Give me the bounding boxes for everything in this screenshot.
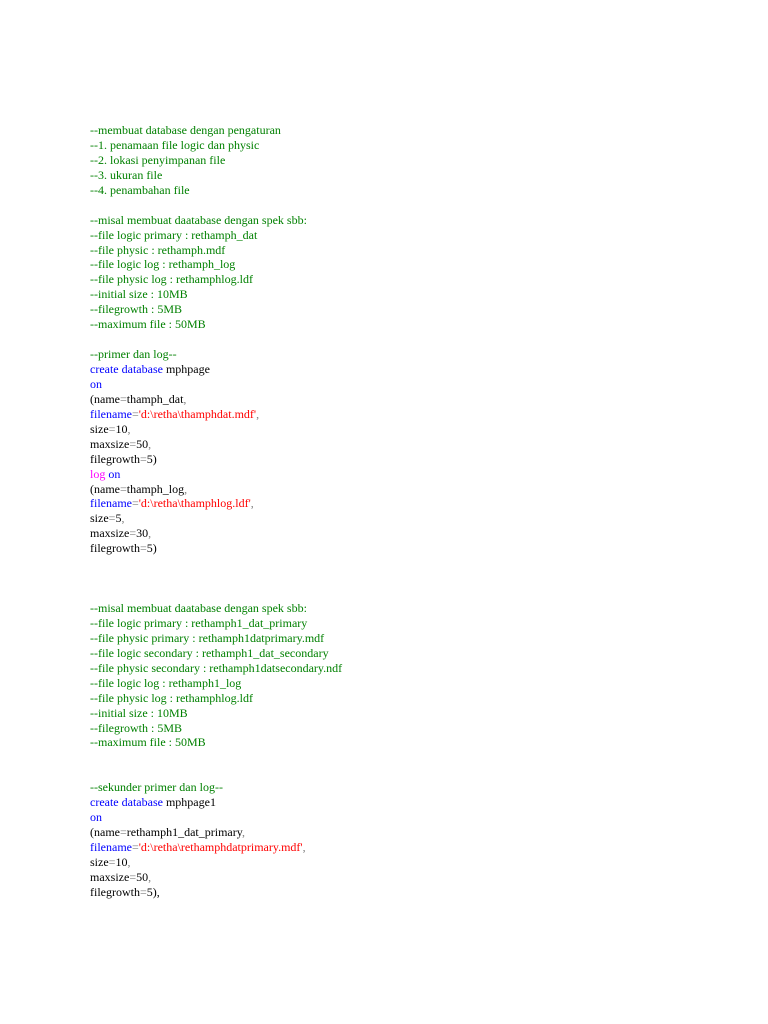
code-token-text: filegrowth bbox=[90, 451, 140, 466]
code-line bbox=[90, 243, 750, 258]
code-token-op: = bbox=[131, 406, 139, 421]
code-token-text: 10 bbox=[115, 421, 128, 436]
code-line bbox=[90, 287, 750, 302]
code-line bbox=[90, 422, 750, 437]
code-token-comment: --initial size : 10MB bbox=[90, 705, 188, 720]
code-token-op: = bbox=[108, 511, 116, 526]
code-token-op: = bbox=[129, 526, 137, 541]
code-line bbox=[90, 601, 750, 616]
blank-line bbox=[90, 765, 750, 780]
code-token-keyword: create database bbox=[90, 795, 163, 810]
code-token-text: maxsize bbox=[90, 526, 130, 541]
code-line bbox=[90, 631, 750, 646]
code-line bbox=[90, 123, 750, 138]
code-line bbox=[90, 706, 750, 721]
code-token-comment: --2. lokasi penyimpanan file bbox=[90, 152, 226, 167]
code-line bbox=[90, 302, 750, 317]
code-line bbox=[90, 496, 750, 511]
code-line bbox=[90, 616, 750, 631]
blank-line bbox=[90, 198, 750, 213]
code-line bbox=[90, 437, 750, 452]
code-token-text: maxsize bbox=[90, 436, 130, 451]
code-token-text: mphpage bbox=[162, 362, 210, 376]
code-token-comment: --maximum file : 50MB bbox=[90, 735, 206, 750]
code-token-comment: --misal membuat daatabase dengan spek sbb: bbox=[90, 601, 307, 615]
code-token-op: , bbox=[302, 840, 306, 854]
code-token-op: = bbox=[119, 481, 127, 496]
code-token-text: size bbox=[90, 511, 109, 526]
code-line bbox=[90, 377, 750, 392]
code-token-comment: --3. ukuran file bbox=[90, 167, 163, 182]
code-line bbox=[90, 780, 750, 795]
code-line bbox=[90, 676, 750, 691]
code-token-comment: --maximum file : 50MB bbox=[90, 317, 206, 332]
code-token-comment: --file physic : rethamph.mdf bbox=[90, 242, 226, 257]
code-line bbox=[90, 870, 750, 885]
code-token-comment: --file logic log : rethamph1_log bbox=[90, 675, 242, 690]
code-line bbox=[90, 392, 750, 407]
code-line bbox=[90, 362, 750, 377]
code-token-keyword: filename bbox=[90, 496, 132, 511]
code-token-comment: --primer dan log-- bbox=[90, 347, 177, 362]
code-token-text: 50 bbox=[136, 436, 149, 451]
code-line bbox=[90, 840, 750, 855]
code-token-text: 5) bbox=[146, 451, 157, 466]
code-line bbox=[90, 691, 750, 706]
code-line bbox=[90, 168, 750, 183]
code-token-keyword: filename bbox=[90, 840, 132, 854]
code-line bbox=[90, 735, 750, 750]
code-token-text: thamph_log bbox=[126, 481, 185, 496]
code-token-text: (name bbox=[90, 825, 120, 840]
code-line bbox=[90, 138, 750, 153]
code-token-text: (name bbox=[90, 391, 120, 406]
code-line bbox=[90, 511, 750, 526]
code-token-op: , bbox=[241, 825, 245, 840]
code-token-string: 'd:\retha\thamphlog.ldf' bbox=[138, 496, 251, 511]
code-line bbox=[90, 646, 750, 661]
code-token-comment: --file logic log : rethamph_log bbox=[90, 257, 236, 272]
code-token-op: = bbox=[108, 854, 116, 869]
code-line bbox=[90, 452, 750, 467]
code-token-op: , bbox=[256, 406, 260, 421]
code-line bbox=[90, 213, 750, 228]
code-line bbox=[90, 661, 750, 676]
code-token-keyword: on bbox=[90, 376, 102, 391]
code-token-text: 30 bbox=[136, 526, 149, 541]
code-line bbox=[90, 183, 750, 198]
code-token-op: = bbox=[129, 869, 137, 884]
code-token-op: = bbox=[119, 391, 127, 406]
code-token-text: rethamph1_dat_primary bbox=[126, 825, 242, 840]
code-token-comment: --4. penambahan file bbox=[90, 182, 190, 197]
code-token-comment: --file logic secondary : rethamph1_dat_secondary bbox=[90, 645, 329, 660]
code-token-op: , bbox=[121, 511, 125, 526]
code-line bbox=[90, 317, 750, 332]
code-token-keyword: filename bbox=[90, 406, 132, 421]
code-line bbox=[90, 272, 750, 287]
code-line bbox=[90, 855, 750, 870]
code-token-comment: --file physic secondary : rethamph1datsecondary.ndf bbox=[90, 660, 343, 675]
code-token-comment: --file physic log : rethamphlog.ldf bbox=[90, 690, 253, 705]
blank-line bbox=[90, 586, 750, 601]
code-token-comment: --file physic primary : rethamph1datprimary.mdf bbox=[90, 630, 325, 645]
code-token-comment: --file logic primary : rethamph_dat bbox=[90, 227, 258, 242]
code-token-text: (name bbox=[90, 481, 120, 496]
code-token-comment: --file physic log : rethamphlog.ldf bbox=[90, 272, 253, 287]
code-token-op: = bbox=[140, 451, 147, 466]
code-line bbox=[90, 407, 750, 422]
code-token-text: 50 bbox=[136, 869, 149, 884]
code-line bbox=[90, 347, 750, 362]
code-token-op: = bbox=[131, 496, 139, 511]
code-token-text: 5 bbox=[115, 511, 122, 526]
blank-line bbox=[90, 332, 750, 347]
code-token-op: = bbox=[108, 421, 116, 436]
code-token-text: filegrowth bbox=[90, 884, 140, 899]
code-token-op: = bbox=[119, 825, 127, 840]
code-token-string: 'd:\retha\thamphdat.mdf' bbox=[138, 406, 257, 421]
code-token-text: maxsize bbox=[90, 869, 130, 884]
code-token-op: , bbox=[184, 481, 188, 496]
code-line bbox=[90, 467, 750, 482]
code-token-magenta: log bbox=[90, 466, 106, 481]
code-token-keyword: on bbox=[90, 810, 102, 825]
code-line bbox=[90, 810, 750, 825]
code-token-comment: --initial size : 10MB bbox=[90, 287, 188, 302]
code-token-op: , bbox=[250, 496, 254, 511]
code-token-text: 10 bbox=[115, 854, 128, 869]
code-token-text: 5), bbox=[146, 884, 160, 899]
code-token-text: 5) bbox=[146, 541, 157, 556]
code-token-text: size bbox=[90, 421, 109, 436]
sql-code-document bbox=[90, 123, 750, 900]
code-token-keyword: on bbox=[105, 466, 121, 481]
code-line bbox=[90, 825, 750, 840]
code-token-text: filegrowth bbox=[90, 541, 140, 556]
code-token-op: , bbox=[127, 854, 131, 869]
code-token-comment: --filegrowth : 5MB bbox=[90, 720, 182, 735]
code-line bbox=[90, 541, 750, 556]
code-token-op: , bbox=[148, 526, 152, 541]
code-token-text: mphpage1 bbox=[162, 795, 216, 810]
blank-line bbox=[90, 571, 750, 586]
code-token-comment: --membuat database dengan pengaturan bbox=[90, 123, 281, 137]
code-token-text: size bbox=[90, 854, 109, 869]
code-line bbox=[90, 228, 750, 243]
code-line bbox=[90, 482, 750, 497]
code-token-op: , bbox=[127, 421, 131, 436]
blank-line bbox=[90, 750, 750, 765]
code-token-comment: --misal membuat daatabase dengan spek sbb: bbox=[90, 212, 307, 227]
code-line bbox=[90, 257, 750, 272]
blank-line bbox=[90, 556, 750, 571]
code-line bbox=[90, 885, 750, 900]
code-token-op: = bbox=[131, 840, 139, 854]
code-token-op: , bbox=[148, 436, 152, 451]
code-token-op: = bbox=[129, 436, 137, 451]
code-line bbox=[90, 721, 750, 736]
code-token-op: , bbox=[183, 391, 187, 406]
code-token-comment: --sekunder primer dan log-- bbox=[90, 780, 223, 795]
code-token-string: 'd:\retha\rethamphdatprimary.mdf' bbox=[138, 840, 303, 854]
code-token-comment: --1. penamaan file logic dan physic bbox=[90, 137, 260, 152]
code-token-op: = bbox=[140, 541, 147, 556]
code-token-op: = bbox=[140, 884, 147, 899]
code-token-comment: --file logic primary : rethamph1_dat_primary bbox=[90, 615, 308, 630]
code-line bbox=[90, 795, 750, 810]
code-line bbox=[90, 526, 750, 541]
code-token-comment: --filegrowth : 5MB bbox=[90, 302, 182, 317]
code-token-text: thamph_dat bbox=[126, 391, 184, 406]
code-token-keyword: create database bbox=[90, 362, 163, 376]
code-token-op: , bbox=[148, 869, 152, 884]
code-line bbox=[90, 153, 750, 168]
